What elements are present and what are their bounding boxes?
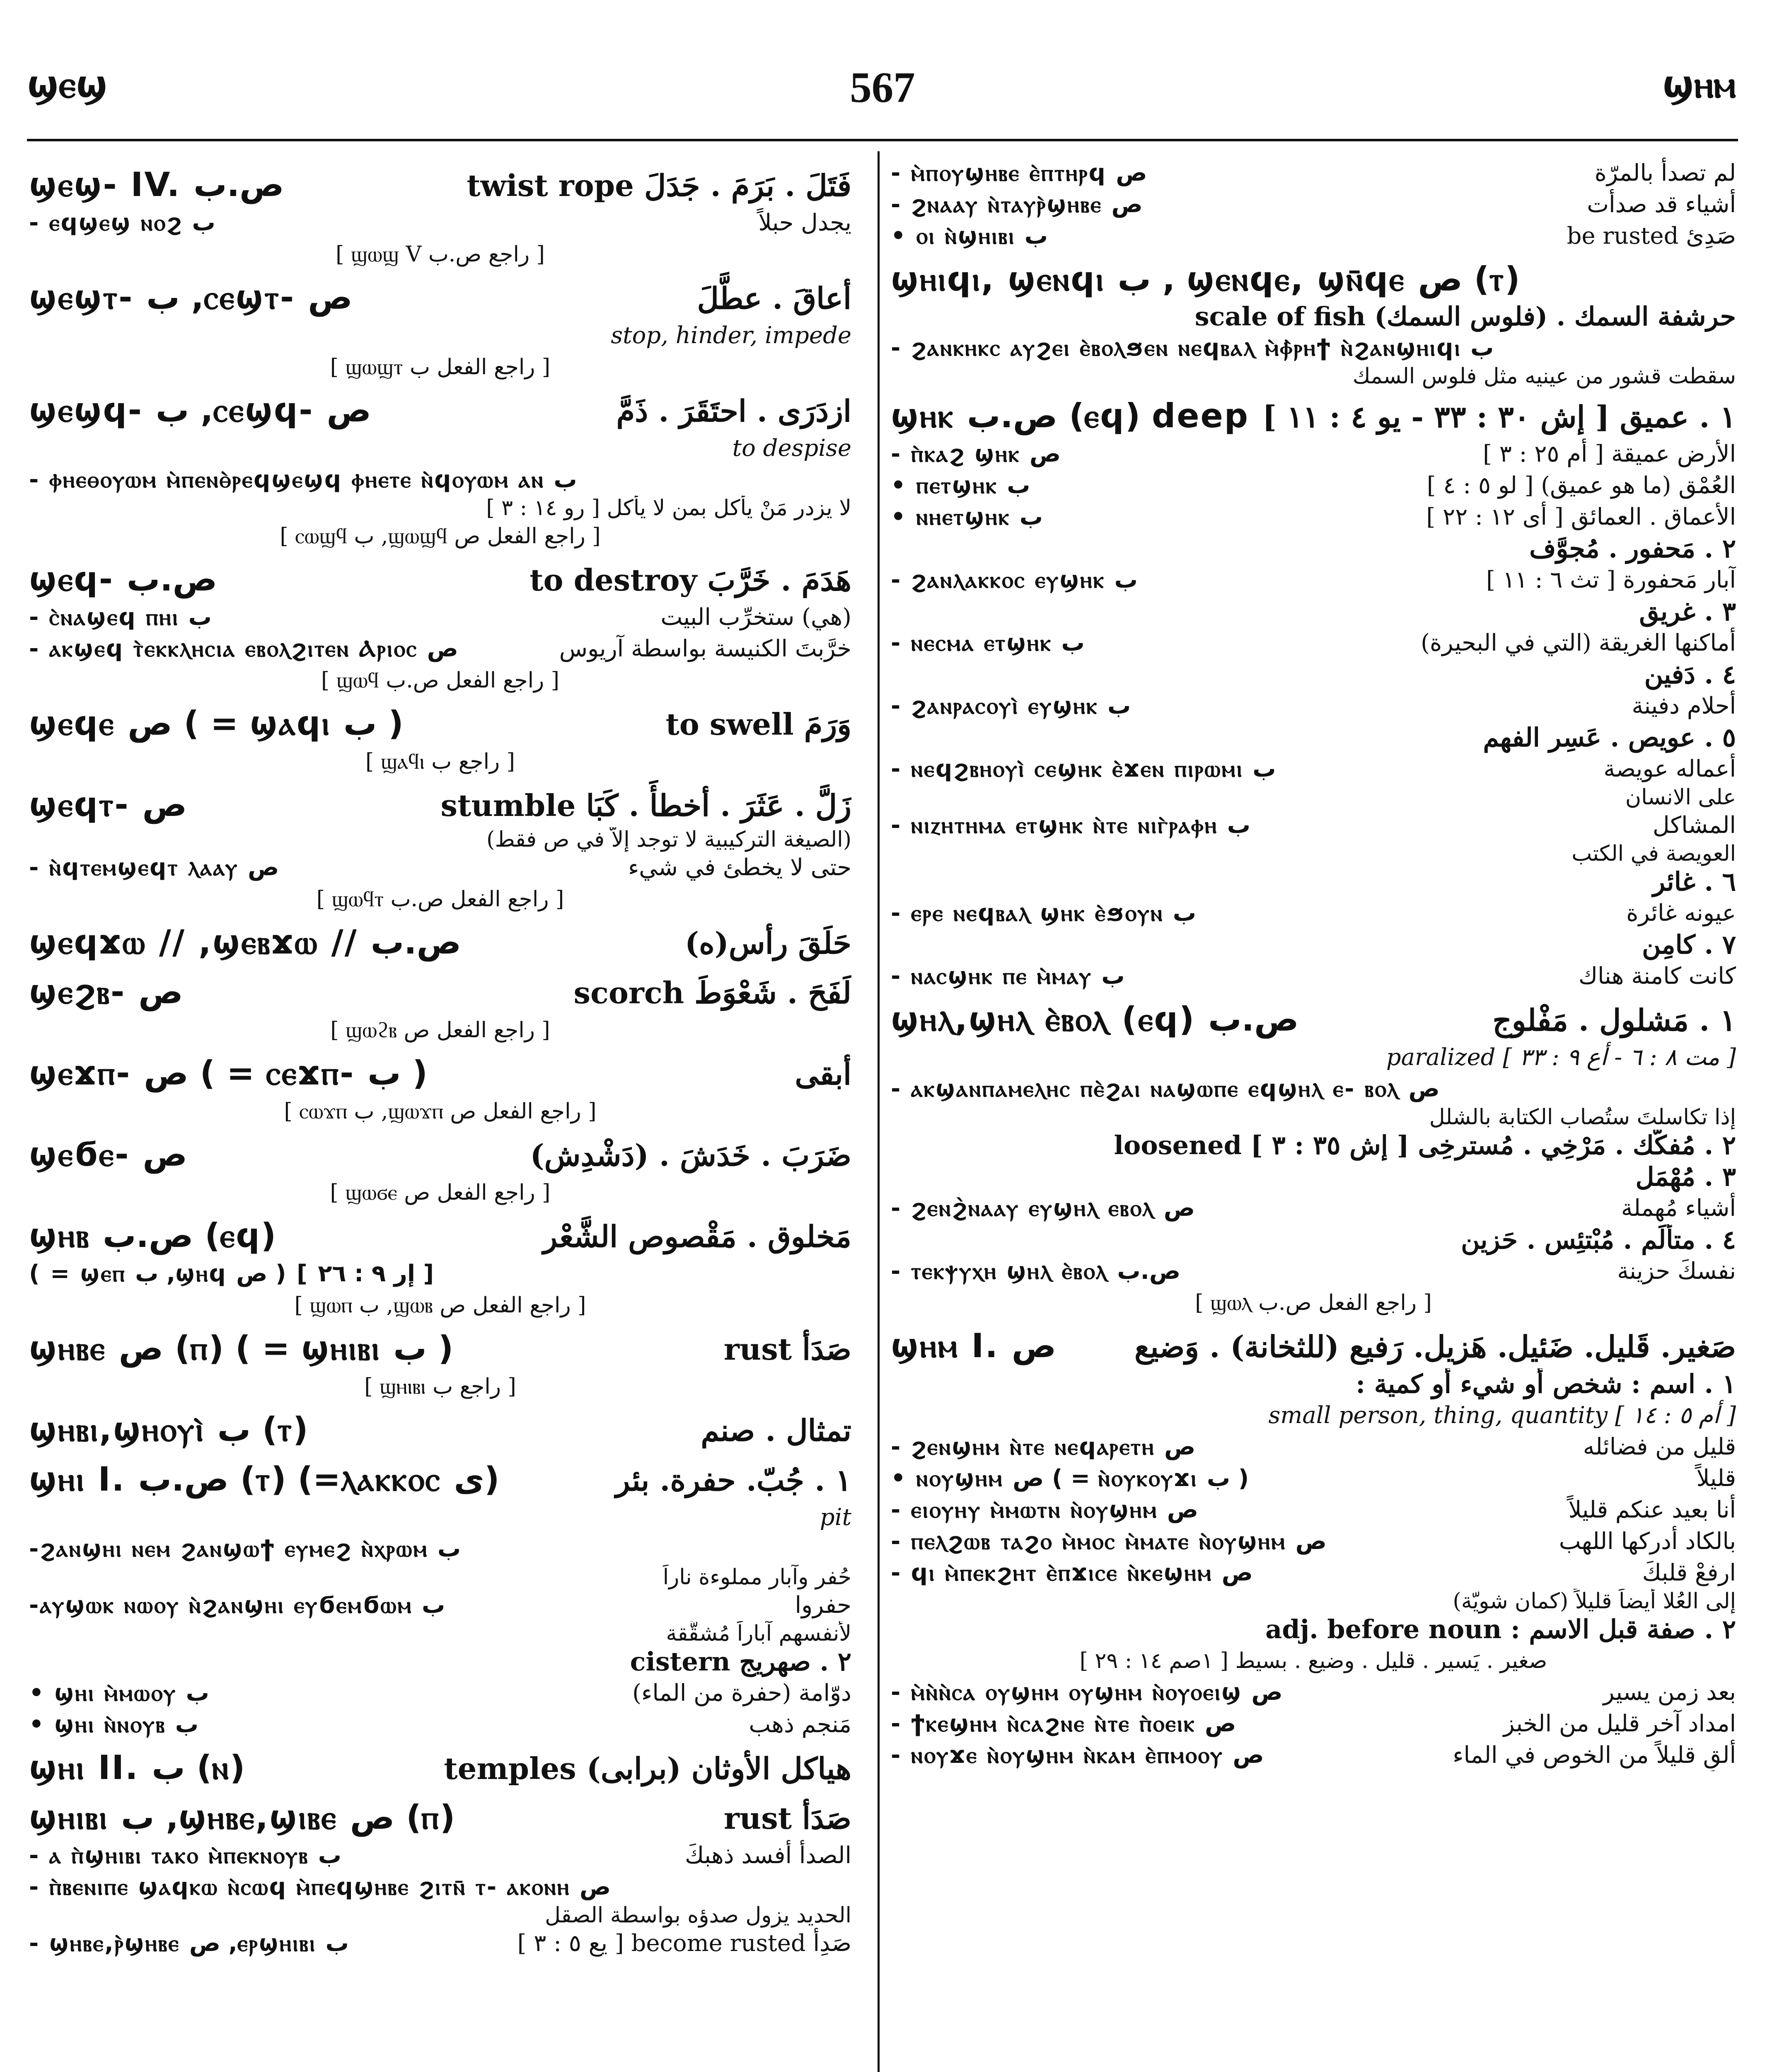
arabic-gloss: ٦ . غائر [1653,867,1736,897]
dictionary-line [891,189,1736,220]
dictionary-line [891,1740,1736,1771]
coptic-text: - ⲛⲉϥϩⲃⲏⲟⲩⲓ̀ ⲥⲉϣⲏⲕ ⲉ̀ϫⲉⲛ ⲡⲓⲣⲱⲙⲓ ب [891,755,1276,782]
arabic-gloss: حَلَقَ رأس(ه) [685,925,851,961]
arabic-gloss: تمثال . صنم [701,1413,851,1448]
arabic-gloss: stop, hinder, impede [611,322,851,349]
coptic-text: ϣⲏⲃⲉ ص (ⲡ) ( = ϣⲏⲓⲃⲓ ب ) [29,1329,454,1368]
dictionary-line [891,438,1736,470]
dictionary-line [891,220,1736,252]
dictionary-line [891,898,1736,929]
dictionary-headword [29,1127,851,1177]
dictionary-line [29,1590,851,1621]
arabic-gloss: [ راجع ب ϣⲁϥⲓ ] [365,749,515,774]
arabic-gloss: أعاقَ . عطَّلَ [697,281,851,316]
dictionary-line [29,1502,851,1533]
arabic-gloss: أشياء قد صدأت [1587,191,1736,218]
coptic-text: - ⲙ̀ⲛ̀ⲛ̀ⲥⲁ ⲟⲩϣⲏⲙ ⲟⲩϣⲏⲙ ⲛ̀ⲟⲩⲟⲉⲓϣ ص [891,1679,1283,1706]
coptic-text: - ⲁⲕϣⲁⲛⲡⲁⲙⲉⲗⲏⲥ ⲡⲉ̀ϩⲁⲓ ⲛⲁϣⲱⲡⲉ ⲉϥϣⲏⲗ ⲉ- ⲃⲟⲗ ص [891,1075,1440,1102]
dictionary-headword [29,383,851,433]
arabic-gloss: لم تصدأ بالمرّة [1594,160,1736,186]
dictionary-headword [29,915,851,965]
arabic-gloss: دوّامة (حفرة من الماء) [632,1680,851,1706]
arabic-gloss: to despise [732,435,851,462]
arabic-gloss: يجدل حبلاً [758,209,851,236]
dictionary-line [29,633,851,665]
dictionary-line [29,1371,851,1402]
coptic-text: - ⲁ ⲡ̀ϣⲏⲓⲃⲓ ⲧⲁⲕⲟ ⲙ̀ⲡⲉⲕⲛⲟⲩⲃ ب [29,1842,342,1869]
arabic-gloss: صَدَأ rust [723,1331,851,1367]
arabic-gloss: لأنفسهم آباراً مُشقَّقة [666,1621,851,1646]
coptic-text: - ϣⲏⲃⲉ,ⲣ̀ϣⲏⲃⲉ ص ,ⲉⲣϣⲏⲓⲃⲓ ب [29,1930,349,1957]
dictionary-headword [29,1790,851,1840]
coptic-text: ϣⲏⲙ I. ص [891,1326,1057,1365]
right-running-head: ϣⲏⲙ [1662,62,1736,107]
coptic-text: ϣⲏⲕ ص.ب (ⲉϥ) deep [891,397,1250,435]
arabic-gloss: صَغير. قَليل. ضَئيل. هَزيل. رَفيع (للثخانة) . وَضيع [1134,1329,1736,1364]
dictionary-line [29,1903,851,1928]
coptic-text: ϣⲏⲓⲃⲓ ب ,ϣⲏⲃⲉ,ϣⲓⲃⲉ ص (ⲡ) [29,1798,455,1837]
arabic-gloss: حُفر وآبار مملوءة ناراً [662,1565,851,1590]
dictionary-line [29,239,851,270]
arabic-gloss: ٧ . كامِن [1642,929,1736,960]
arabic-gloss: paralized [ مت ٨ : ٦ - أع ٩ : ٣٣ ] [1386,1044,1736,1071]
dictionary-line [891,364,1736,389]
dictionary-line [29,496,851,520]
arabic-gloss: سقطت قشور من عينيه مثل فلوس السمك [1352,364,1736,389]
arabic-gloss: عيونه غائرة [1626,900,1736,927]
arabic-gloss: ٢ . صهريج cistern [630,1646,851,1677]
arabic-gloss: فَتَلَ . بَرَمَ . جَدَلَ twist rope [467,168,851,203]
coptic-text: - ⲁⲕϣⲉϥ ⲧ̀ⲉⲕⲕⲗⲏⲥⲓⲁ ⲉⲃⲟⲗϩⲓⲧⲉⲛ Ⲁⲣⲓⲟⲥ ص [29,635,459,662]
dictionary-line [891,929,1736,961]
arabic-gloss: كانت كامنة هناك [1578,963,1736,990]
dictionary-line [29,1533,851,1565]
dictionary-line [891,1287,1736,1319]
arabic-gloss: الأرض عميقة [ أم ٢٥ : ٣ ] [1483,441,1736,467]
coptic-text: - ⲛⲁⲥϣⲏⲕ ⲡⲉ ⲙ̀ⲙⲁⲩ ب [891,963,1125,990]
dictionary-headword [29,1208,851,1258]
arabic-gloss: صغير . يَسير . قليل . وضيع . بسيط [ ١صم ١٤ : ٢٩ ] [1079,1648,1547,1673]
right-column [891,157,1736,2072]
arabic-gloss: الأعماق . العمائق [ أى ١٢ : ٢٢ ] [1426,503,1736,530]
coptic-text: ϣⲏⲓϥⲓ, ϣⲉⲛϥⲓ ب , ϣⲉⲛϥⲉ, ϣⲛ̄ϥⲉ ص (ⲧ) [891,260,1520,298]
coptic-text: - ⲉⲣⲉ ⲛⲉϥⲃⲁⲗ ϣⲏⲕ ⲉ̀ϧⲟⲩⲛ ب [891,900,1197,927]
coptic-text: ϣⲉϣϥ- ب ,ⲥⲉϣϥ- ص [29,391,371,429]
dictionary-headword [29,552,851,602]
coptic-text: - ϩⲁⲛⲗⲁⲕⲕⲟⲥ ⲉⲩϣⲏⲕ ب [891,566,1138,593]
dictionary-line [891,1368,1736,1400]
dictionary-line [891,753,1736,785]
arabic-gloss: صَدِأ become rusted [ يع ٥ : ٣ ] [517,1930,851,1957]
coptic-text: - ϩⲁⲛⲕⲏⲕⲥ ⲁⲩϩⲉⲓ ⲉ̀ⲃⲟⲗϧⲉⲛ ⲛⲉϥⲃⲁⲗ ⲙ̀ⲫ̀ⲣⲏϯ ⲛ̀ϩⲁⲛϣⲏⲓϥⲓ ب [891,334,1494,361]
dictionary-line [29,1646,851,1677]
dictionary-line [891,533,1736,564]
arabic-gloss: قليلاً [1696,1465,1736,1492]
coptic-text: - ⲥ̀ⲛⲁϣⲉϥ ⲡⲏⲓ ب [29,604,212,631]
coptic-text: ϣⲏⲓ I. ص.ب (ⲧ) (=ⲗⲁⲕⲕⲟⲥ ى) [29,1460,500,1498]
arabic-gloss: ألقِ قليلاً من الخوص في الماء [1453,1742,1736,1769]
coptic-text: - ⲡ̀ⲕⲁϩ ϣⲏⲕ ص [891,441,1061,467]
dictionary-line [29,464,851,496]
coptic-text: • ϣⲏⲓ ⲛ̀ⲛⲟⲩⲃ ب [29,1711,198,1738]
coptic-text: ϣⲉϥⲉ ص ( = ϣⲁϥⲓ ب ) [29,704,404,743]
arabic-gloss: مَخلوق . مَقْصوص الشَّعْر [543,1219,851,1254]
arabic-gloss: إذا تكاسلتَ ستُصاب الكتابة بالشلل [1429,1105,1736,1130]
dictionary-line [29,1565,851,1590]
arabic-gloss: [ راجع الفعل ص.ب ϣⲱϥⲧ ] [316,887,564,912]
arabic-gloss: المشاكل [1652,812,1736,839]
dictionary-line [29,351,851,383]
coptic-text: - ⲛⲉⲥⲙⲁ ⲉⲧϣⲏⲕ ب [891,629,1085,656]
dictionary-headword [891,252,1736,301]
arabic-gloss: ١ . اسم : شخص أو شيء أو كمية : [1356,1369,1736,1399]
dictionary-headword [29,1321,851,1371]
coptic-text: ϣⲉϩⲃ- ص [29,973,183,1011]
dictionary-line [29,1290,851,1321]
dictionary-line [891,157,1736,189]
dictionary-line [891,690,1736,722]
dictionary-line [29,1840,851,1871]
arabic-gloss: (الصيغة التركيبية لا توجد إلاّ في ص فقط) [486,827,851,852]
arabic-gloss: أعماله عويصة [1603,755,1736,782]
dictionary-line [891,1645,1736,1677]
arabic-gloss: هَدَمَ . خَرَّبَ to destroy [530,562,851,598]
coptic-text: - ⲉϥϣⲉϣ ⲛⲟϩ ب [29,209,215,236]
dictionary-line [891,1161,1736,1193]
arabic-gloss: إلى العُلا أيضاً قليلاً (كمان شويّة) [1453,1589,1736,1614]
dictionary-line [891,1073,1736,1105]
dictionary-line [891,501,1736,533]
coptic-text: ϣⲏⲗ,ϣⲏⲗ ⲉ̀ⲃⲟⲗ (ⲉϥ) ص.ب [891,1000,1299,1038]
dictionary-line [891,659,1736,690]
coptic-text: -ϩⲁⲛϣⲏⲓ ⲛⲉⲙ ϩⲁⲛϣⲱϯ ⲉⲩⲙⲉϩ ⲛ̀ⲭⲣⲱⲙ ب [29,1535,461,1562]
dictionary-line [891,1463,1736,1494]
arabic-gloss: ٢ . مُفكَّك . مَرْخِي . مُسترخِى [ إش ٣٥ : ٣ ] loosened [1114,1130,1736,1160]
coptic-text: ϣⲏⲃⲓ,ϣⲏⲟⲩⲓ̀ ب (ⲧ) [29,1410,308,1449]
dictionary-line [29,1177,851,1208]
dictionary-line [29,746,851,777]
dictionary-headword [29,1046,851,1096]
arabic-gloss: small person, thing, quantity [ أم ٥ : ١٤ ] [1268,1402,1736,1429]
dictionary-line [891,1526,1736,1557]
arabic-gloss: ٤ . دَفين [1644,659,1736,690]
dictionary-line [29,852,851,884]
coptic-text: ϣⲏⲓ II. ب (ⲛ) [29,1748,245,1787]
dictionary-headword [29,157,851,207]
arabic-gloss: [ راجع الفعل ص ϣⲱϩⲃ ] [330,1018,550,1043]
arabic-gloss: زَلَّ . عَثَرَ . أخطأَ . كَبَا stumble [440,788,851,823]
arabic-gloss: هياكل الأوثان (برابى) temples [444,1751,851,1786]
arabic-gloss: ١ . مَشلول . مَفْلوج [1492,1002,1736,1038]
arabic-gloss: ٣ . غريق [1639,596,1736,627]
page-number: 567 [850,63,915,111]
dictionary-line [891,1256,1736,1287]
arabic-gloss: على الانسان [1625,785,1736,810]
arabic-gloss: نفسكَ حزينة [1617,1258,1736,1285]
dictionary-line [29,433,851,464]
dictionary-line [29,602,851,633]
arabic-gloss: صَدِئ be rusted [1567,223,1736,249]
coptic-text: - ⲛ̀ϥⲧⲉⲙϣⲉϥⲧ ⲗⲁⲁⲩ ص [29,854,279,881]
arabic-gloss: لا يزدرِ مَنْ يأكل بمن لا يأكل [ رو ١٤ : ٣ ] [486,496,851,520]
coptic-text: - ⲫⲏⲉⲑⲟⲩⲱⲙ ⲙ̀ⲡⲉⲛⲑ̀ⲣⲉϥϣⲉϣϥ ⲫⲏⲉⲧⲉ ⲛ̀ϥⲟⲩⲱⲙ ⲁⲛ ب [29,466,577,493]
arabic-gloss: الحديد يزول صدؤه بواسطة الصقل [545,1903,851,1928]
dictionary-line [29,884,851,915]
arabic-gloss: [ راجع الفعل ص ϣⲱϣϥ, ب ⲥⲱϣϥ ] [280,524,601,549]
left-column [29,157,851,2072]
dictionary-line [891,1494,1736,1526]
arabic-gloss: العُمْق (ما هو عميق) [ لو ٥ : ٤ ] [1427,472,1736,499]
dictionary-line [29,207,851,239]
arabic-gloss: ١ . عميق [ إش ٣٠ : ٣٣ - يو ٤ : ١١ ] [1262,399,1736,434]
arabic-gloss: ١ . جُبّ. حفرة. بئر [615,1462,851,1498]
arabic-gloss: خرَّبتَ الكنيسة بواسطة آريوس [559,635,851,662]
dictionary-line [891,722,1736,753]
coptic-text: ϣⲉϣⲧ- ب ,ⲥⲉϣⲧ- ص [29,278,353,317]
coptic-text: ( = ϣⲉⲡ ب ,ϣⲏϥ ص ) [ إر ٩ : ٢٦ ] [29,1260,435,1287]
arabic-gloss: [ راجع الفعل ص ϣⲱϫⲡ, ب ⲥⲱϫⲡ ] [284,1099,597,1124]
arabic-gloss: [ راجع الفعل ب ϣⲱϣⲧ ] [330,355,551,380]
dictionary-headword [29,270,851,320]
dictionary-line [891,1400,1736,1431]
arabic-gloss: وَرَمَ to swell [665,707,851,742]
arabic-gloss: [ راجع ص.ب ϣⲱϣ V ] [336,242,545,267]
arabic-gloss: بالكاد أدركها اللهب [1559,1528,1736,1555]
arabic-gloss: ازدَرَى . احتَقَرَ . ذَمَّ [616,393,851,428]
dictionary-line [891,810,1736,841]
dictionary-line [29,665,851,696]
dictionary-line [891,1614,1736,1645]
dictionary-headword [29,1452,851,1502]
coptic-text: - ⲡ̀ⲃⲉⲛⲓⲡⲉ ϣⲁϥⲕⲱ ⲛ̀ⲥⲱϥ ⲙ̀ⲡⲉϥϣⲏⲃⲉ ϩⲓⲧⲛ̄ ⲧ- ⲁⲕⲟⲛⲏ ص [29,1874,611,1900]
coptic-text: ϣⲏⲃ ص.ب (ⲉϥ) [29,1216,276,1255]
arabic-gloss: الصدأ أفسد ذهبكَ [685,1842,851,1869]
coptic-text: ϣⲉϭⲉ- ص [29,1135,187,1174]
coptic-text: • ϣⲏⲓ ⲙ̀ⲙⲱⲟⲩ ب [29,1680,209,1706]
dictionary-line [891,1708,1736,1740]
left-running-head: ϣⲉϣ [27,62,108,107]
arabic-gloss: أبقى [795,1056,851,1092]
arabic-gloss: [ راجع الفعل ص ϣⲱⲃ, ب ϣⲱⲡ ] [294,1293,586,1318]
dictionary-line [891,961,1736,992]
dictionary-line [891,866,1736,898]
dictionary-line [891,564,1736,596]
column-divider [878,151,880,2072]
dictionary-line [29,1258,851,1290]
dictionary-line [891,1105,1736,1130]
dictionary-line [29,1621,851,1646]
dictionary-headword [891,389,1736,438]
dictionary-line [29,520,851,552]
coptic-text: - ⲛⲟⲩϫⲉ ⲛ̀ⲟⲩϣⲏⲙ ⲛ̀ⲕⲁⲙ ⲉ̀ⲡⲙⲟⲟⲩ ص [891,1742,1264,1769]
arabic-gloss: [ راجع الفعل ص.ب ϣⲱⲗ ] [1195,1290,1432,1315]
dictionary-line [891,301,1736,332]
dictionary-headword [29,965,851,1014]
coptic-text: - ϩⲉⲛϣⲏⲙ ⲛ̀ⲧⲉ ⲛⲉϥⲁⲣⲉⲧⲏ ص [891,1433,1196,1460]
dictionary-line [29,320,851,351]
arabic-gloss: امداد آخر قليل من الخبز [1503,1710,1736,1737]
arabic-gloss: ٢ . مَحفور . مُجوَّف [1529,533,1736,564]
dictionary-line [891,1042,1736,1073]
dictionary-line [891,1677,1736,1708]
dictionary-line [891,332,1736,364]
dictionary-line [891,1130,1736,1161]
coptic-text: - ⲡⲉⲗϩⲱⲃ ⲧⲁϩⲟ ⲙ̀ⲙⲟⲥ ⲙ̀ⲙⲁⲧⲉ ⲛ̀ⲟⲩϣⲏⲙ ص [891,1528,1327,1555]
dictionary-line [29,1677,851,1709]
coptic-text: - ϥⲓ ⲙ̀ⲡⲉⲕϩⲏⲧ ⲉ̀ⲡϫⲓⲥⲉ ⲛ̀ⲕⲉϣⲏⲙ ص [891,1559,1253,1586]
dictionary-line [29,1096,851,1127]
coptic-text: ϣⲉϫⲡ- ص ( = ⲥⲉϫⲡ- ب ) [29,1054,428,1092]
arabic-gloss: أحلام دفينة [1632,692,1736,719]
arabic-gloss: حتى لا يخطئ في شيء [628,854,851,881]
coptic-text: - ⲛⲓⲍⲏⲧⲏⲙⲁ ⲉⲧϣⲏⲕ ⲛ̀ⲧⲉ ⲛⲓⲅ̀ⲣⲁⲫⲏ ب [891,812,1251,839]
coptic-text: • ⲡⲉⲧϣⲏⲕ ب [891,472,1030,499]
arabic-gloss: ٤ . متألِّم . مُبْتئِس . حَزين [1461,1225,1736,1255]
coptic-text: -ⲁⲩϣⲱⲕ ⲛⲱⲟⲩ ⲛ̀ϩⲁⲛϣⲏⲓ ⲉⲩϭⲉⲙϭⲱⲙ ب [29,1592,445,1619]
arabic-gloss: حفروا [795,1592,851,1619]
dictionary-headword [29,696,851,746]
dictionary-line [891,1557,1736,1589]
coptic-text: ϣⲉϥϫⲱ // ,ϣⲉⲃϫⲱ // ص.ب [29,923,462,961]
dictionary-headword [29,777,851,827]
dictionary-line [29,827,851,852]
arabic-gloss: [ راجع الفعل ص.ب ϣⲱϥ ] [321,668,559,693]
arabic-gloss: صَدَأ rust [723,1801,851,1836]
arabic-gloss: أشياء مُهملة [1621,1195,1736,1222]
arabic-gloss: [ راجع الفعل ص ϣⲱϭⲉ ] [330,1180,551,1205]
arabic-gloss: pit [820,1504,851,1531]
coptic-text: - ⲉⲓⲟⲩⲏⲩ ⲙ̀ⲙⲱⲧⲛ ⲛ̀ⲟⲩϣⲏⲙ ص [891,1496,1199,1523]
coptic-text: - ϩⲛⲁⲁⲩ ⲛ̀ⲧⲁⲩⲣ̀ϣⲏⲃⲉ ص [891,191,1143,218]
dictionary-headword [29,1402,851,1452]
dictionary-line [891,1431,1736,1463]
coptic-text: ϣⲉϥ- ص.ب [29,560,218,598]
coptic-text: • ⲛⲟⲩϣⲏⲙ ص ( = ⲛ̀ⲟⲩⲕⲟⲩϫⲓ ب ) [891,1465,1249,1492]
arabic-gloss: ضَرَبَ . خَدَشَ . (دَشْدِش) [530,1138,851,1173]
arabic-gloss: مَنجم ذهب [749,1711,851,1738]
dictionary-line [891,1589,1736,1614]
dictionary-line [29,1871,851,1903]
dictionary-headword [891,992,1736,1042]
arabic-gloss: ارفعْ قلبكَ [1642,1559,1736,1586]
arabic-gloss: العويصة في الكتب [1572,841,1736,866]
arabic-gloss: أنا بعيد عنكم قليلاً [1568,1496,1736,1523]
arabic-gloss: آبار مَحفورة [ تث ٦ : ١١ ] [1486,566,1736,593]
arabic-gloss: أماكنها الغريقة (التي في البحيرة) [1421,629,1736,656]
dictionary-line [29,1014,851,1046]
arabic-gloss: ٣ . مُهْمَل [1635,1162,1736,1192]
arabic-gloss: حرشفة السمك . (فلوس السمك) scale of fish [1194,301,1736,332]
dictionary-line [891,1224,1736,1256]
dictionary-headword [29,1740,851,1790]
arabic-gloss: قليل من فضائله [1583,1433,1736,1460]
coptic-text: - ⲧⲉⲕⲯⲩⲭⲏ ϣⲏⲗ ⲉ̀ⲃⲟⲗ ص.ب [891,1258,1181,1285]
dictionary-line [891,470,1736,501]
coptic-text: - ⲙ̀ⲡⲟⲩϣⲏⲃⲉ ⲉ̀ⲡⲧⲏⲣϥ ص [891,160,1147,186]
coptic-text: - ϩⲉⲛϩ̀ⲛⲁⲁⲩ ⲉⲩϣⲏⲗ ⲉⲃⲟⲗ ص [891,1195,1195,1222]
coptic-text: - ϯⲕⲉϣⲏⲙ ⲛ̀ⲥⲁϩⲛⲉ ⲛ̀ⲧⲉ ⲡ̀ⲟⲉⲓⲕ ص [891,1710,1236,1737]
dictionary-line [891,1193,1736,1224]
dictionary-line [29,1709,851,1740]
dictionary-line [891,785,1736,810]
coptic-text: • ⲛⲏⲉⲧϣⲏⲕ ب [891,503,1043,530]
arabic-gloss: (هي) ستخرِّب البيت [660,604,851,631]
arabic-gloss: [ راجع ب ϣⲏⲓⲃⲓ ] [364,1374,516,1399]
coptic-text: • ⲟⲓ ⲛ̀ϣⲏⲓⲃⲓ ب [891,223,1048,249]
dictionary-line [891,627,1736,659]
header-rule [27,139,1738,141]
dictionary-line [29,1928,851,1959]
dictionary-headword [891,1319,1736,1368]
dictionary-line [891,841,1736,866]
coptic-text: ϣⲉϥⲧ- ص [29,785,187,824]
arabic-gloss: ٢ . صفة قبل الاسم : adj. before noun [1265,1614,1736,1644]
dictionary-line [891,596,1736,627]
coptic-text: ϣⲉϣ- IV. ص.ب [29,165,284,204]
arabic-gloss: بعد زمن يسير [1603,1679,1736,1706]
coptic-text: - ϩⲁⲛⲣⲁⲥⲟⲩⲓ̀ ⲉⲩϣⲏⲕ ب [891,692,1131,719]
arabic-gloss: لَفَحَ . شَعْوَطَ scorch [573,975,851,1010]
arabic-gloss: ٥ . عويص . عَسِر الفهم [1483,722,1736,753]
